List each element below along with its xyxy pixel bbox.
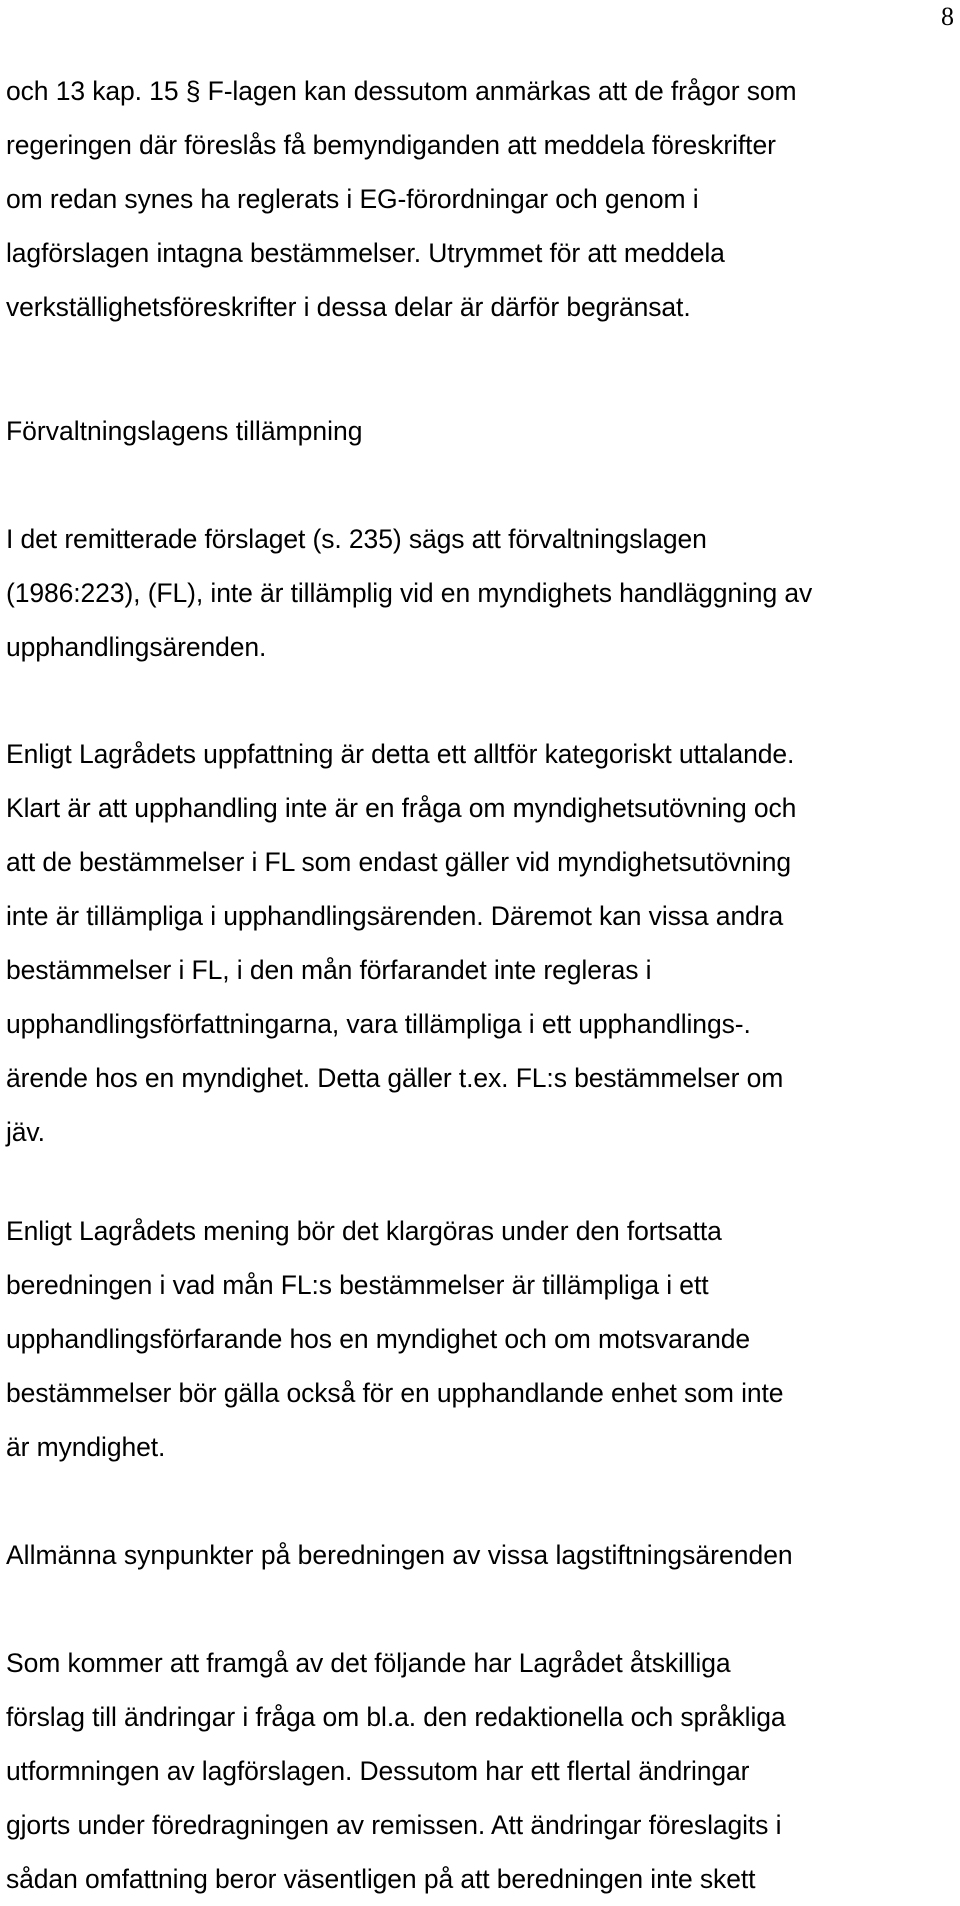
text-line: att de bestämmelser i FL som endast gäller vid myndighetsutövning <box>6 847 791 877</box>
paragraph-lagradets-mening <box>6 1204 946 1474</box>
text-line: sådan omfattning beror väsentligen på att beredningen inte skett <box>6 1864 756 1894</box>
text-line: upphandlingsärenden. <box>6 632 267 662</box>
text-line: Som kommer att framgå av det följande har Lagrådet åtskilliga <box>6 1648 731 1678</box>
text-line: bestämmelser bör gälla också för en upphandlande enhet som inte <box>6 1378 784 1408</box>
section-heading-forvaltningslagen: Förvaltningslagens tillämpning <box>6 416 363 446</box>
text-line: regeringen där föreslås få bemyndiganden att meddela föreskrifter <box>6 130 776 160</box>
text-line: utformningen av lagförslagen. Dessutom har ett flertal ändringar <box>6 1756 750 1786</box>
text-line: gjorts under föredragningen av remissen. Att ändringar föreslagits i <box>6 1810 782 1840</box>
text-line: förslag till ändringar i fråga om bl.a. den redaktionella och språkliga <box>6 1702 786 1732</box>
paragraph-lagradets-uppfattning <box>6 727 946 1159</box>
text-line: jäv. <box>6 1117 45 1147</box>
page-number: 8 <box>941 2 954 31</box>
text-line: lagförslagen intagna bestämmelser. Utrymmet för att meddela <box>6 238 725 268</box>
text-line: (1986:223), (FL), inte är tillämplig vid en myndighets handläggning av <box>6 578 813 608</box>
text-line: beredningen i vad mån FL:s bestämmelser är tillämpliga i ett <box>6 1270 709 1300</box>
text-line: bestämmelser i FL, i den mån förfarandet inte regleras i <box>6 955 652 985</box>
section-heading-allmanna-synpunkter: Allmänna synpunkter på beredningen av vissa lagstiftningsärenden <box>6 1540 793 1570</box>
text-line: verkställighetsföreskrifter i dessa delar är därför begränsat. <box>6 292 691 322</box>
paragraph-remitterade-forslaget <box>6 512 946 674</box>
text-line: Enligt Lagrådets mening bör det klargöras under den fortsatta <box>6 1216 722 1246</box>
text-line: och 13 kap. 15 § F-lagen kan dessutom anmärkas att de frågor som <box>6 76 797 106</box>
paragraph-som-kommer-att-framga <box>6 1636 946 1906</box>
text-line: är myndighet. <box>6 1432 166 1462</box>
text-line: inte är tillämpliga i upphandlingsärenden. Däremot kan vissa andra <box>6 901 784 931</box>
text-line: ärende hos en myndighet. Detta gäller t.ex. FL:s bestämmelser om <box>6 1063 784 1093</box>
text-line: I det remitterade förslaget (s. 235) sägs att förvaltningslagen <box>6 524 707 554</box>
text-line: upphandlingsförfattningarna, vara tillämpliga i ett upphandlings-. <box>6 1009 751 1039</box>
text-line: Klart är att upphandling inte är en fråga om myndighetsutövning och <box>6 793 797 823</box>
text-line: Enligt Lagrådets uppfattning är detta ett alltför kategoriskt uttalande. <box>6 739 795 769</box>
text-line: upphandlingsförfarande hos en myndighet och om motsvarande <box>6 1324 751 1354</box>
paragraph-f-lagen <box>6 64 946 334</box>
text-line: om redan synes ha reglerats i EG-förordningar och genom i <box>6 184 699 214</box>
